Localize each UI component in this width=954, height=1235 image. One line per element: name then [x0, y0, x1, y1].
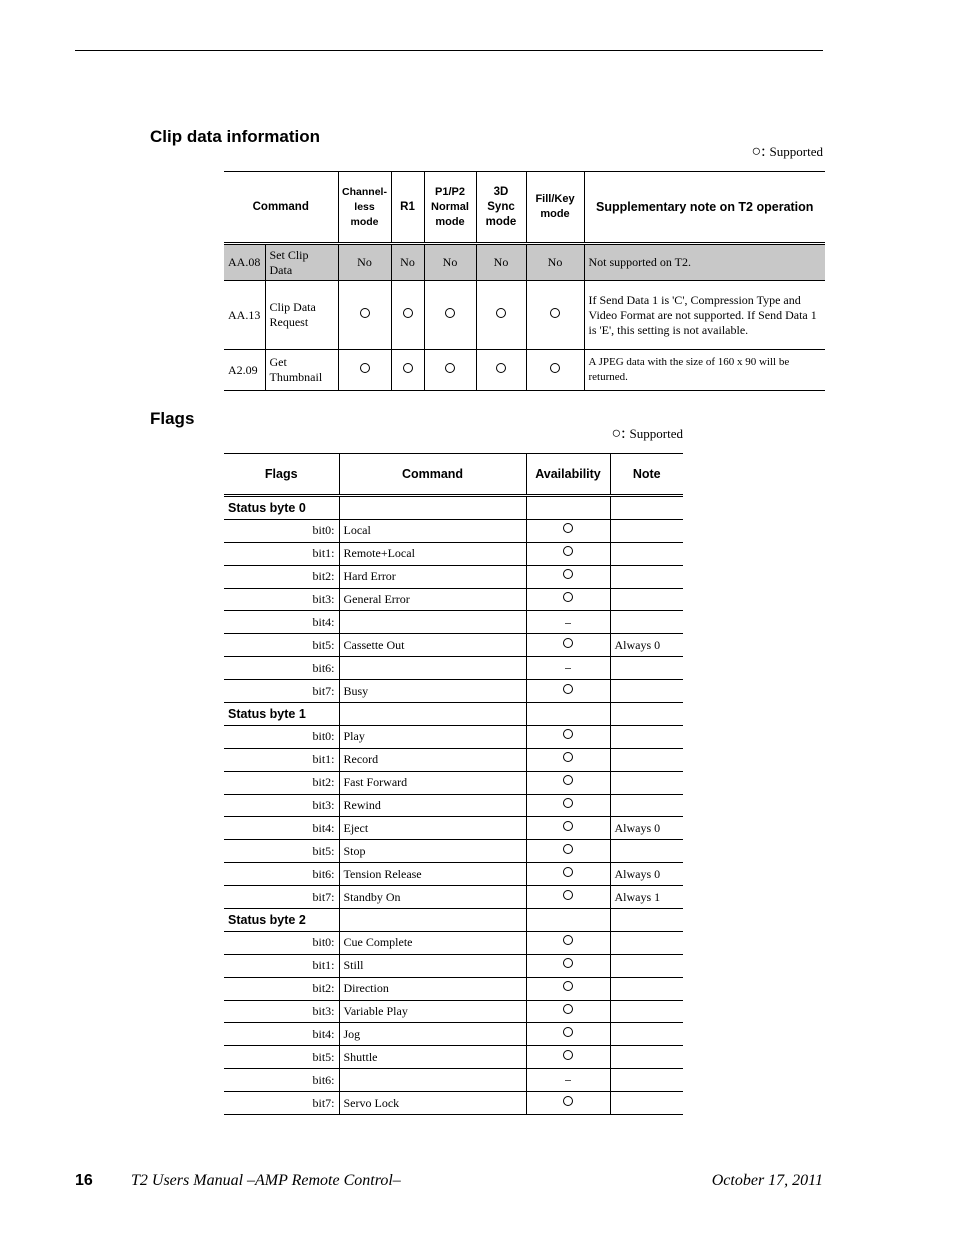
supported-circle-icon: [445, 363, 455, 373]
flag-bit: bit4:: [224, 611, 339, 634]
flag-bit: bit5:: [224, 634, 339, 657]
flag-availability: [526, 840, 610, 863]
flag-note: [610, 657, 683, 680]
flag-command: [339, 1069, 526, 1092]
flags-table: [224, 453, 683, 1115]
flag-availability: [526, 611, 610, 634]
flag-bit: bit7:: [224, 886, 339, 909]
flag-row: [224, 1046, 683, 1069]
flag-availability: [526, 657, 610, 680]
flag-availability: [526, 931, 610, 954]
flag-note: [610, 1092, 683, 1115]
flag-note: [610, 1000, 683, 1023]
flag-bit: bit1:: [224, 542, 339, 565]
flag-command: Direction: [339, 977, 526, 1000]
flag-bit: bit2:: [224, 565, 339, 588]
flag-availability: [526, 1000, 610, 1023]
flag-note: [610, 565, 683, 588]
supported-circle-icon: [445, 308, 455, 318]
flag-bit: bit0:: [224, 519, 339, 542]
flag-note: [610, 1069, 683, 1092]
flag-row: [224, 565, 683, 588]
supported-circle-icon: [550, 363, 560, 373]
supported-circle-icon: [563, 798, 573, 808]
fillkey-value: [526, 350, 584, 391]
empty-cell: [610, 909, 683, 932]
flag-command: Standby On: [339, 886, 526, 909]
flag-availability: [526, 725, 610, 748]
empty-cell: [339, 703, 526, 726]
header-p1p2-text: P1/P2 Normal mode: [431, 185, 469, 228]
supported-circle-icon: [563, 684, 573, 694]
r1-value: [391, 350, 424, 391]
flag-bit: bit6:: [224, 657, 339, 680]
flag-availability: [526, 1069, 610, 1092]
header-supplementary: Supplementary note on T2 operation: [584, 172, 825, 244]
flag-note: [610, 1046, 683, 1069]
flag-row: [224, 1092, 683, 1115]
flag-availability: [526, 794, 610, 817]
flag-command: Cue Complete: [339, 931, 526, 954]
flag-command: Local: [339, 519, 526, 542]
flag-availability: [526, 634, 610, 657]
supplementary-note: If Send Data 1 is 'C', Compression Type and Video Format are not supported. If Send Data 1 is 'E', this setting is not available.: [584, 281, 825, 350]
flag-note: [610, 680, 683, 703]
flag-bit: bit5:: [224, 1046, 339, 1069]
header-command: Command: [224, 172, 338, 244]
flag-command: Servo Lock: [339, 1092, 526, 1115]
flags-legend: [560, 425, 683, 443]
flag-command: Hard Error: [339, 565, 526, 588]
footer-title: T2 Users Manual –AMP Remote Control–: [131, 1172, 401, 1189]
not-applicable-dash-icon: [565, 1080, 571, 1081]
flag-availability: [526, 886, 610, 909]
clip-row: [224, 350, 825, 391]
flag-note: [610, 588, 683, 611]
supported-circle-icon: [563, 1050, 573, 1060]
flag-availability: [526, 748, 610, 771]
flag-note: Always 0: [610, 863, 683, 886]
flag-availability: [526, 1023, 610, 1046]
flag-row: [224, 1069, 683, 1092]
command-name: Get Thumbnail: [265, 350, 338, 391]
status-byte-row: [224, 909, 683, 932]
supported-circle-icon: [563, 1027, 573, 1037]
supported-circle-icon: [563, 592, 573, 602]
header-note: Note: [610, 454, 683, 496]
supported-symbol: ○:: [611, 425, 626, 442]
supported-circle-icon: [563, 844, 573, 854]
header-command: Command: [339, 454, 526, 496]
flag-command: Stop: [339, 840, 526, 863]
flag-note: [610, 542, 683, 565]
flag-note: [610, 794, 683, 817]
fillkey-value: [526, 281, 584, 350]
footer-date: October 17, 2011: [711, 1172, 823, 1189]
flag-row: [224, 817, 683, 840]
supported-circle-icon: [563, 546, 573, 556]
flag-availability: [526, 817, 610, 840]
flag-availability: [526, 565, 610, 588]
clip-legend-text: Supported: [769, 144, 823, 159]
flag-row: [224, 725, 683, 748]
header-availability: Availability: [526, 454, 610, 496]
flag-availability: [526, 1046, 610, 1069]
flag-bit: bit1:: [224, 954, 339, 977]
supported-circle-icon: [563, 638, 573, 648]
flag-row: [224, 657, 683, 680]
flag-availability: [526, 1092, 610, 1115]
supported-circle-icon: [563, 981, 573, 991]
supported-circle-icon: [563, 752, 573, 762]
flag-note: [610, 771, 683, 794]
flags-body: [224, 496, 683, 1115]
header-channelless: [338, 172, 391, 244]
flag-command: Record: [339, 748, 526, 771]
empty-cell: [526, 496, 610, 520]
header-p1p2: [424, 172, 476, 244]
header-flags: Flags: [224, 454, 339, 496]
flag-command: Play: [339, 725, 526, 748]
channelless-value: [338, 281, 391, 350]
flags-legend-text: Supported: [629, 426, 683, 441]
flag-row: [224, 634, 683, 657]
flag-bit: bit6:: [224, 1069, 339, 1092]
p1p2-value: No: [424, 244, 476, 281]
supported-circle-icon: [563, 1096, 573, 1106]
flag-row: [224, 680, 683, 703]
empty-cell: [526, 909, 610, 932]
supported-circle-icon: [496, 308, 506, 318]
flag-note: [610, 840, 683, 863]
flag-note: [610, 611, 683, 634]
p1p2-value: [424, 281, 476, 350]
r1-value: No: [391, 244, 424, 281]
flag-bit: bit3:: [224, 1000, 339, 1023]
status-byte-label: Status byte 2: [224, 909, 339, 932]
flag-command: Fast Forward: [339, 771, 526, 794]
flags-section-title: Flags: [150, 409, 195, 428]
header-fillkey: [526, 172, 584, 244]
flag-note: Always 0: [610, 634, 683, 657]
flag-row: [224, 588, 683, 611]
flag-row: [224, 886, 683, 909]
flag-bit: bit4:: [224, 1023, 339, 1046]
clip-legend: [700, 143, 823, 161]
supported-circle-icon: [563, 569, 573, 579]
supported-circle-icon: [563, 821, 573, 831]
supported-circle-icon: [563, 1004, 573, 1014]
not-applicable-dash-icon: [565, 623, 571, 624]
status-byte-label: Status byte 1: [224, 703, 339, 726]
flag-row: [224, 863, 683, 886]
flag-bit: bit4:: [224, 817, 339, 840]
fillkey-value: No: [526, 244, 584, 281]
flag-availability: [526, 542, 610, 565]
flag-availability: [526, 954, 610, 977]
sync3d-value: No: [476, 244, 526, 281]
flag-availability: [526, 771, 610, 794]
command-name: Clip Data Request: [265, 281, 338, 350]
header-channelless-text: Channel-less mode: [342, 185, 387, 228]
clip-section-title: Clip data information: [150, 127, 320, 146]
status-byte-row: [224, 496, 683, 520]
clip-row: [224, 281, 825, 350]
flag-row: [224, 748, 683, 771]
clip-row: [224, 244, 825, 281]
flag-note: [610, 977, 683, 1000]
flag-note: [610, 748, 683, 771]
flag-row: [224, 1023, 683, 1046]
command-code: AA.13: [224, 281, 265, 350]
flag-row: [224, 840, 683, 863]
supplementary-note: A JPEG data with the size of 160 x 90 will be returned.: [584, 350, 825, 391]
not-applicable-dash-icon: [565, 668, 571, 669]
flag-row: [224, 954, 683, 977]
header-3dsync: [476, 172, 526, 244]
flag-command: Rewind: [339, 794, 526, 817]
header-r1: R1: [391, 172, 424, 244]
supported-circle-icon: [360, 363, 370, 373]
flag-row: [224, 931, 683, 954]
flags-header-row: [224, 454, 683, 496]
flag-command: Tension Release: [339, 863, 526, 886]
flag-row: [224, 771, 683, 794]
flag-command: Still: [339, 954, 526, 977]
flag-availability: [526, 680, 610, 703]
flag-note: [610, 1023, 683, 1046]
flag-bit: bit5:: [224, 840, 339, 863]
flag-availability: [526, 588, 610, 611]
flag-note: [610, 725, 683, 748]
flag-row: [224, 542, 683, 565]
flag-note: [610, 954, 683, 977]
p1p2-value: [424, 350, 476, 391]
flag-note: [610, 931, 683, 954]
flag-command: Busy: [339, 680, 526, 703]
supported-circle-icon: [403, 363, 413, 373]
flag-bit: bit2:: [224, 771, 339, 794]
page-number: 16: [75, 1172, 93, 1189]
flag-row: [224, 977, 683, 1000]
flag-command: Cassette Out: [339, 634, 526, 657]
flag-availability: [526, 863, 610, 886]
supported-circle-icon: [563, 775, 573, 785]
flag-bit: bit3:: [224, 588, 339, 611]
flag-row: [224, 1000, 683, 1023]
flag-bit: bit1:: [224, 748, 339, 771]
clip-data-table: [224, 171, 825, 391]
command-code: AA.08: [224, 244, 265, 281]
flag-availability: [526, 519, 610, 542]
supported-circle-icon: [403, 308, 413, 318]
empty-cell: [610, 703, 683, 726]
header-3dsync-text: 3D Sync mode: [485, 185, 517, 228]
flag-bit: bit7:: [224, 1092, 339, 1115]
r1-value: [391, 281, 424, 350]
flag-row: [224, 519, 683, 542]
command-code: A2.09: [224, 350, 265, 391]
empty-cell: [339, 496, 526, 520]
sync3d-value: [476, 281, 526, 350]
flag-bit: bit2:: [224, 977, 339, 1000]
supported-circle-icon: [563, 729, 573, 739]
supported-circle-icon: [563, 935, 573, 945]
flag-command: Eject: [339, 817, 526, 840]
flag-note: [610, 519, 683, 542]
flag-command: Jog: [339, 1023, 526, 1046]
supported-circle-icon: [360, 308, 370, 318]
status-byte-row: [224, 703, 683, 726]
supported-circle-icon: [563, 890, 573, 900]
flag-bit: bit6:: [224, 863, 339, 886]
empty-cell: [610, 496, 683, 520]
channelless-value: No: [338, 244, 391, 281]
supported-circle-icon: [550, 308, 560, 318]
top-rule: [75, 50, 823, 51]
flag-command: [339, 657, 526, 680]
empty-cell: [339, 909, 526, 932]
command-name: Set Clip Data: [265, 244, 338, 281]
flag-row: [224, 794, 683, 817]
flag-availability: [526, 977, 610, 1000]
supported-circle-icon: [563, 958, 573, 968]
status-byte-label: Status byte 0: [224, 496, 339, 520]
flag-command: Variable Play: [339, 1000, 526, 1023]
supported-symbol: ○:: [751, 143, 766, 160]
flag-note: Always 1: [610, 886, 683, 909]
flag-command: Shuttle: [339, 1046, 526, 1069]
clip-header-row: [224, 172, 825, 244]
supported-circle-icon: [496, 363, 506, 373]
supported-circle-icon: [563, 523, 573, 533]
channelless-value: [338, 350, 391, 391]
flag-note: Always 0: [610, 817, 683, 840]
header-fillkey-text: Fill/Key mode: [535, 193, 575, 220]
flag-bit: bit0:: [224, 931, 339, 954]
empty-cell: [526, 703, 610, 726]
flag-row: [224, 611, 683, 634]
flag-bit: bit0:: [224, 725, 339, 748]
supported-circle-icon: [563, 867, 573, 877]
flag-bit: bit3:: [224, 794, 339, 817]
sync3d-value: [476, 350, 526, 391]
flag-command: Remote+Local: [339, 542, 526, 565]
flag-command: [339, 611, 526, 634]
supplementary-note: Not supported on T2.: [584, 244, 825, 281]
flag-command: General Error: [339, 588, 526, 611]
flag-bit: bit7:: [224, 680, 339, 703]
